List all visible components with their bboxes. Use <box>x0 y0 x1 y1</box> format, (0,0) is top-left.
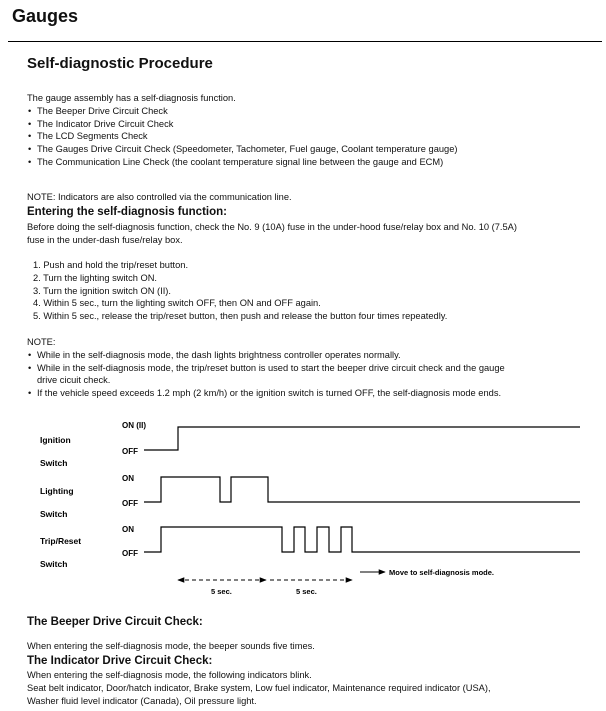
note-item: • If the vehicle speed exceeds 1.2 mph (2 km/h) or the ignition switch is turned OFF, the self-diagnosis mode ends. <box>27 387 505 400</box>
beeper-text: When entering the self-diagnosis mode, the beeper sounds five times. <box>27 641 315 652</box>
mode-label: Move to self-diagnosis mode. <box>389 568 495 577</box>
beeper-heading: The Beeper Drive Circuit Check: <box>27 616 203 628</box>
entering-text-line: fuse in the under-dash fuse/relay box. <box>27 234 183 245</box>
page-title: Gauges <box>12 6 79 26</box>
ignition-waveform <box>144 427 580 450</box>
function-item: • The Beeper Drive Circuit Check <box>27 105 457 118</box>
indicator-text-line: When entering the self-diagnosis mode, the following indicators blink. <box>27 670 312 680</box>
lighting-off-label: OFF <box>122 499 138 508</box>
step-item: 4. Within 5 sec., turn the lighting switch OFF, then ON and OFF again. <box>33 298 321 309</box>
note-communication: NOTE: Indicators are also controlled via the communication line. <box>27 192 292 203</box>
function-item: • The LCD Segments Check <box>27 130 457 143</box>
trip-reset-label: Switch <box>40 559 68 569</box>
interval-label-2: 5 sec. <box>296 587 317 596</box>
lighting-label: Switch <box>40 509 68 519</box>
trip-off-label: OFF <box>122 549 138 558</box>
entering-heading: Entering the self-diagnosis function: <box>27 206 227 218</box>
section-title: Self-diagnostic Procedure <box>27 55 213 72</box>
function-list <box>27 105 457 169</box>
title-divider <box>8 41 602 42</box>
indicator-text <box>27 669 491 707</box>
note-label: NOTE: <box>27 337 56 347</box>
lighting-waveform <box>144 477 580 502</box>
function-item: • The Gauges Drive Circuit Check (Speedometer, Tachometer, Fuel gauge, Coolant temperature gauge) <box>27 143 457 156</box>
indicator-text-line: Washer fluid level indicator (Canada), Oil pressure light. <box>27 695 257 706</box>
interval-label-1: 5 sec. <box>211 587 232 596</box>
intro-text: The gauge assembly has a self-diagnosis function. <box>27 93 236 103</box>
mode-notes <box>27 336 505 400</box>
entering-paragraph <box>27 221 517 247</box>
step-item: 5. Within 5 sec., release the trip/reset button, then push and release the button four times repeatedly. <box>33 311 448 322</box>
ignition-label: Switch <box>40 458 68 468</box>
note-item: • While in the self-diagnosis mode, the dash lights brightness controller operates normally. <box>27 349 505 362</box>
ignition-label: Ignition <box>40 435 71 445</box>
step-item: 3. Turn the ignition switch ON (II). <box>33 285 171 296</box>
note-list <box>27 349 505 400</box>
function-item: • The Indicator Drive Circuit Check <box>27 118 457 131</box>
note-item <box>27 362 505 388</box>
note-item-line: While in the self-diagnosis mode, the trip/reset button is used to start the beeper drive circuit check and the gauge <box>37 362 505 373</box>
entering-steps <box>27 259 447 323</box>
step-item: 1. Push and hold the trip/reset button. <box>33 260 189 270</box>
ignition-on-label: ON (II) <box>122 421 146 430</box>
trip-reset-label: Trip/Reset <box>40 536 82 546</box>
note-item-line: drive cicuit check. <box>37 375 111 386</box>
trip-reset-waveform <box>144 527 580 552</box>
trip-on-label: ON <box>122 525 134 534</box>
ignition-off-label: OFF <box>122 447 138 456</box>
lighting-label: Lighting <box>40 486 74 496</box>
function-item: • The Communication Line Check (the coolant temperature signal line between the gauge and ECM) <box>27 156 457 169</box>
step-item: 2. Turn the lighting switch ON. <box>33 272 158 283</box>
entering-text-line: Before doing the self-diagnosis function, check the No. 9 (10A) fuse in the under-hood fuse/relay box and No. 10 (7.5A) <box>27 222 517 232</box>
timing-diagram <box>30 416 590 606</box>
indicator-heading: The Indicator Drive Circuit Check: <box>27 655 213 667</box>
lighting-on-label: ON <box>122 474 134 483</box>
intro-block <box>27 92 457 169</box>
indicator-text-line: Seat belt indicator, Door/hatch indicator, Brake system, Low fuel indicator, Maintenance required indicator (USA), <box>27 682 491 693</box>
